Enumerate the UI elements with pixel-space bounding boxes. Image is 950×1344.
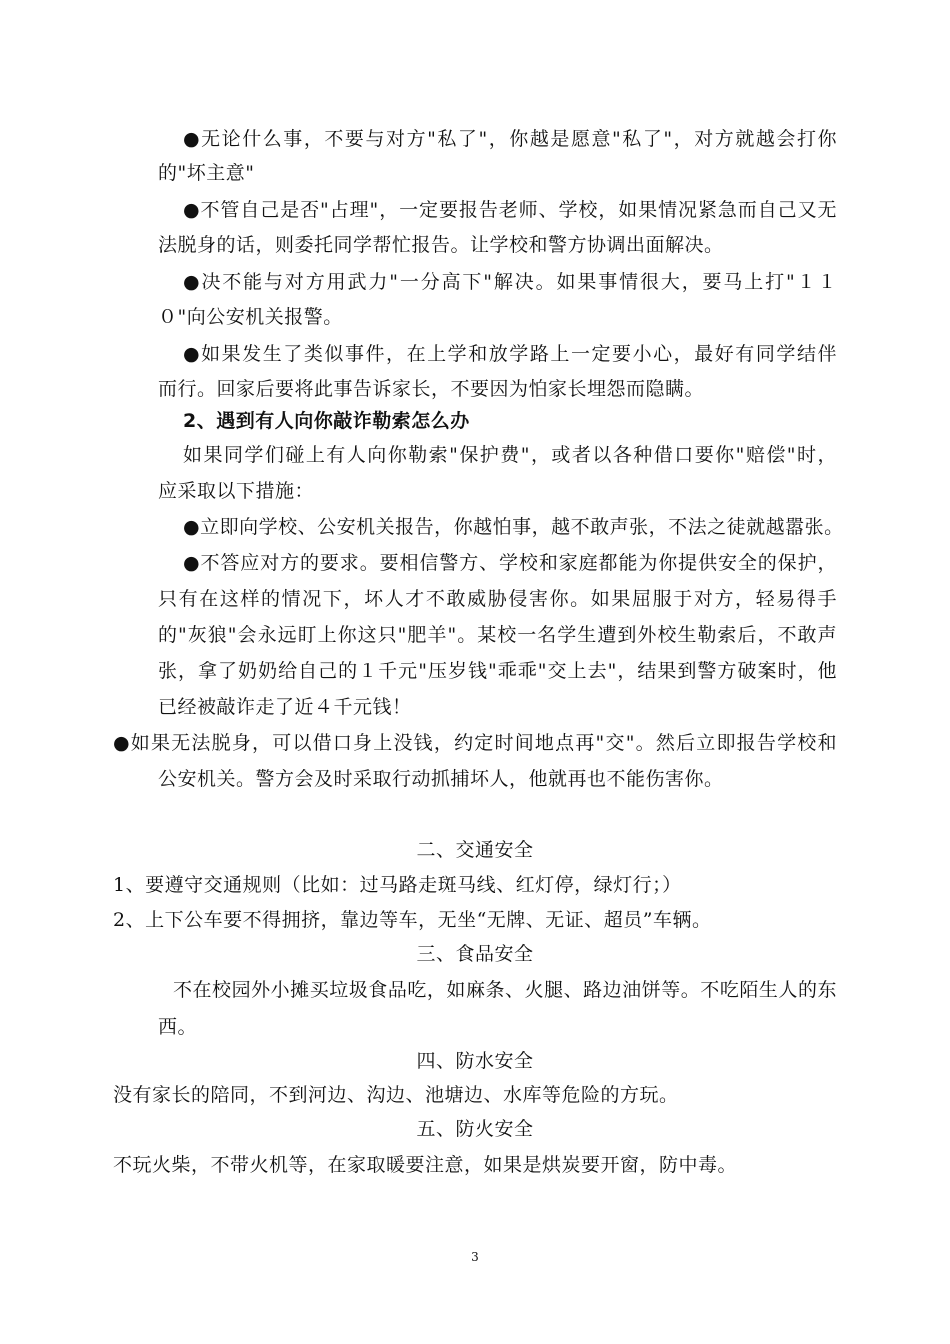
paragraph-line: 的"坏主意" (158, 162, 255, 184)
paragraph-line: 已经被敲诈走了近４千元钱！ (158, 696, 412, 718)
paragraph-line: 只有在这样的情况下，坏人才不敢威胁侵害你。如果屈服于对方，轻易得手 (158, 588, 837, 610)
paragraph-line: ●无论什么事，不要与对方"私了"，你越是愿意"私了"，对方就越会打你 (183, 128, 837, 150)
paragraph-line: ●如果发生了类似事件，在上学和放学路上一定要小心，最好有同学结伴 (183, 343, 837, 365)
section-heading: 五、防火安全 (416, 1118, 534, 1140)
paragraph-line: ０"向公安机关报警。 (158, 306, 343, 328)
paragraph-line: 公安机关。警方会及时采取行动抓捕坏人，他就再也不能伤害你。 (158, 768, 724, 790)
section-heading: 二、交通安全 (416, 839, 534, 861)
section-heading: 2、遇到有人向你敲诈勒索怎么办 (183, 410, 470, 432)
paragraph-line: 西。 (158, 1016, 198, 1038)
paragraph-line: 张，拿了奶奶给自己的１千元"压岁钱"乖乖"交上去"，结果到警方破案时，他 (158, 660, 837, 682)
section-heading: 三、食品安全 (416, 943, 534, 965)
section-heading: 四、防水安全 (416, 1050, 534, 1072)
paragraph-line: 没有家长的陪同，不到河边、沟边、池塘边、水库等危险的方玩。 (113, 1084, 679, 1106)
paragraph-line: 的"灰狼"会永远盯上你这只"肥羊"。某校一名学生遭到外校生勒索后，不敢声 (158, 624, 837, 646)
paragraph-line: ●不管自己是否"占理"，一定要报告老师、学校，如果情况紧急而自己又无 (183, 199, 837, 221)
paragraph-line: 1、要遵守交通规则（比如：过马路走斑马线、红灯停，绿灯行；） (113, 874, 682, 896)
paragraph-line: 不玩火柴，不带火机等，在家取暖要注意，如果是烘炭要开窗，防中毒。 (113, 1154, 738, 1176)
paragraph-line: 而行。回家后要将此事告诉家长，不要因为怕家长埋怨而隐瞒。 (158, 378, 705, 400)
paragraph-line: 应采取以下措施： (158, 480, 315, 502)
paragraph-line: 法脱身的话，则委托同学帮忙报告。让学校和警方协调出面解决。 (158, 234, 724, 256)
paragraph-line: ●立即向学校、公安机关报告，你越怕事，越不敢声张，不法之徒就越嚣张。 (183, 516, 844, 538)
page-number: 3 (471, 1250, 479, 1264)
paragraph-line: 如果同学们碰上有人向你勒索"保护费"，或者以各种借口要你"赔偿"时， (183, 444, 837, 466)
paragraph-line: ●决不能与对方用武力"一分高下"解决。如果事情很大，要马上打"１１ (183, 271, 837, 293)
paragraph-line: 2、上下公车要不得拥挤，靠边等车，无坐“无牌、无证、超员”车辆。 (113, 909, 712, 931)
paragraph-line: 不在校园外小摊买垃圾食品吃，如麻条、火腿、路边油饼等。不吃陌生人的东 (173, 979, 837, 1001)
paragraph-line: ●不答应对方的要求。要相信警方、学校和家庭都能为你提供安全的保护， (183, 552, 837, 574)
paragraph-line: ●如果无法脱身，可以借口身上没钱，约定时间地点再"交"。然后立即报告学校和 (113, 732, 837, 754)
